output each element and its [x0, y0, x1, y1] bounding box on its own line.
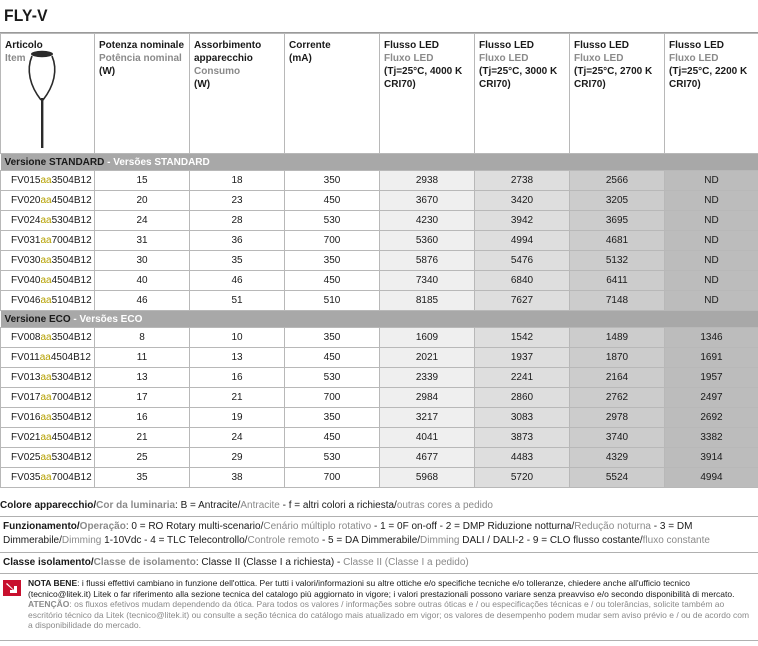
consumption-value: 21 [190, 388, 285, 408]
insulation-note-label: Classe isolamento/ [3, 557, 94, 568]
flux-2200k-value: ND [665, 191, 758, 211]
flux-3000k-value: 3420 [475, 191, 570, 211]
flux-4000k-value: 4041 [380, 428, 475, 448]
current-value: 530 [285, 368, 380, 388]
current-value: 450 [285, 191, 380, 211]
power-value: 25 [95, 448, 190, 468]
header-flusso-2700 [570, 34, 665, 154]
article-code-part: FV008 [11, 332, 41, 343]
power-value: 30 [95, 251, 190, 271]
flux-2200k-value: 1346 [665, 328, 758, 348]
power-value: 13 [95, 368, 190, 388]
article-code [1, 211, 95, 231]
flux-2200k-value: ND [665, 211, 758, 231]
group-header [1, 154, 758, 171]
flux-3000k-value: 4994 [475, 231, 570, 251]
article-code-part: 3504B12 [51, 175, 92, 186]
article-code-part: FV031 [11, 235, 41, 246]
warning-arrow-icon [3, 580, 21, 596]
article-code-color-placeholder: aa [40, 195, 52, 206]
article-code-part: FV030 [11, 255, 41, 266]
color-note [0, 499, 758, 513]
article-code-part: 5304B12 [51, 452, 92, 463]
article-code-color-placeholder: aa [40, 275, 52, 286]
consumption-value: 46 [190, 271, 285, 291]
header-flusso-label: Flusso LED [669, 40, 725, 51]
table-row [1, 428, 758, 448]
article-code-part: 3504B12 [51, 332, 92, 343]
disclaimer-text [28, 578, 753, 631]
article-code-color-placeholder: aa [40, 175, 52, 186]
header-articolo-label: Articolo [5, 40, 43, 51]
table-row [1, 191, 758, 211]
current-value: 700 [285, 388, 380, 408]
operation-note-t6: DALI / DALI-2 - 9 = CLO flusso costante/ [459, 535, 643, 546]
power-value: 46 [95, 291, 190, 311]
flux-2200k-value: 1957 [665, 368, 758, 388]
article-code-part: 3504B12 [51, 255, 92, 266]
operation-note-t1-pt: Cenário múltiplo rotativo [263, 521, 372, 532]
header-cond-4000: (Tj=25°C, 4000 K CRI70) [384, 66, 463, 90]
article-code [1, 251, 95, 271]
insulation-note-text-pt: Classe II (Classe I a pedido) [343, 557, 469, 568]
flux-2700k-value: 4329 [570, 448, 665, 468]
consumption-value: 36 [190, 231, 285, 251]
flux-2700k-value: 2566 [570, 171, 665, 191]
flux-4000k-value: 2339 [380, 368, 475, 388]
article-code [1, 171, 95, 191]
power-value: 24 [95, 211, 190, 231]
flux-3000k-value: 2860 [475, 388, 570, 408]
current-value: 700 [285, 231, 380, 251]
group-header-row [1, 154, 758, 171]
flux-3000k-value: 2241 [475, 368, 570, 388]
current-value: 700 [285, 468, 380, 488]
current-value: 510 [285, 291, 380, 311]
article-code-part: FV020 [11, 195, 41, 206]
table-row [1, 468, 758, 488]
article-code-color-placeholder: aa [40, 255, 52, 266]
header-flusso-3000 [475, 34, 570, 154]
flux-3000k-value: 3873 [475, 428, 570, 448]
consumption-value: 16 [190, 368, 285, 388]
consumption-value: 35 [190, 251, 285, 271]
article-code-color-placeholder: aa [40, 295, 52, 306]
flux-2700k-value: 5524 [570, 468, 665, 488]
divider [0, 552, 758, 553]
flux-2200k-value: ND [665, 251, 758, 271]
header-assorbimento-label: Assorbimento apparecchio [194, 40, 262, 64]
article-code [1, 231, 95, 251]
flux-2200k-value: 3382 [665, 428, 758, 448]
article-code-color-placeholder: aa [40, 432, 52, 443]
header-cond-2700: (Tj=25°C, 2700 K CRI70) [574, 66, 653, 90]
article-code-part: FV015 [11, 175, 41, 186]
flux-2700k-value: 4681 [570, 231, 665, 251]
insulation-note [0, 556, 758, 570]
header-fluxo-label: Fluxo LED [384, 53, 434, 64]
article-code-part: FV011 [11, 352, 40, 363]
flux-2700k-value: 3205 [570, 191, 665, 211]
flux-2200k-value: 3914 [665, 448, 758, 468]
header-corrente-label: Corrente [289, 40, 331, 51]
flux-3000k-value: 4483 [475, 448, 570, 468]
table-row [1, 348, 758, 368]
power-value: 11 [95, 348, 190, 368]
operation-note-t6-pt: fluxo constante [642, 535, 710, 546]
article-code [1, 448, 95, 468]
article-code-part: FV035 [11, 472, 41, 483]
article-code [1, 428, 95, 448]
power-value: 17 [95, 388, 190, 408]
current-value: 350 [285, 328, 380, 348]
article-code-part: 7004B12 [51, 472, 92, 483]
header-cond-3000: (Tj=25°C, 3000 K CRI70) [479, 66, 558, 90]
current-value: 530 [285, 448, 380, 468]
color-note-label-pt: Cor da luminaria [96, 500, 176, 511]
article-code-part: FV024 [11, 215, 41, 226]
flux-4000k-value: 8185 [380, 291, 475, 311]
luminaire-product-image [22, 50, 62, 150]
disclaimer-body-pt: : os fluxos efetivos mudam dependendo da ótica. Para todos os valores / informações sobre outras óticas e / ou especificações técnicas e / ou tolerâncias, solicite também ao escritório técnico da Litek (tecnico@litek.it) ou consulte a seção técnica do catálogo mais atualizado em vigor; os valores de desempenho podem mudar sem aviso prévio e / ou de acordo com a disponibilidade do mercado. [28, 599, 750, 630]
flux-4000k-value: 3670 [380, 191, 475, 211]
header-fluxo-label: Fluxo LED [669, 53, 719, 64]
flux-2200k-value: ND [665, 271, 758, 291]
operation-note-t1: : 0 = RO Rotary multi-scenario/ [125, 521, 264, 532]
consumption-value: 13 [190, 348, 285, 368]
flux-4000k-value: 7340 [380, 271, 475, 291]
article-code [1, 348, 95, 368]
flux-4000k-value: 1609 [380, 328, 475, 348]
article-code-color-placeholder: aa [40, 332, 52, 343]
article-code-color-placeholder: aa [40, 472, 52, 483]
article-code-color-placeholder: aa [40, 392, 52, 403]
insulation-note-text: : Classe II (Classe I a richiesta) - [195, 557, 344, 568]
header-item-label: Item [5, 53, 26, 64]
operation-note [0, 520, 755, 548]
article-code-part: 3504B12 [51, 412, 92, 423]
spec-table [0, 33, 758, 488]
flux-4000k-value: 5876 [380, 251, 475, 271]
consumption-value: 51 [190, 291, 285, 311]
header-potenza-label: Potenza nominale [99, 40, 185, 51]
consumption-value: 29 [190, 448, 285, 468]
header-assorbimento-unit: (W) [194, 79, 211, 90]
consumption-value: 18 [190, 171, 285, 191]
header-potenza [95, 34, 190, 154]
table-row [1, 271, 758, 291]
flux-4000k-value: 5968 [380, 468, 475, 488]
flux-4000k-value: 2938 [380, 171, 475, 191]
group-label: Versione ECO [4, 313, 71, 325]
table-row [1, 408, 758, 428]
table-row [1, 388, 758, 408]
article-code [1, 291, 95, 311]
article-code-color-placeholder: aa [40, 412, 52, 423]
header-corrente-unit: (mA) [289, 53, 312, 64]
disclaimer-body: : i flussi effettivi cambiano in funzione dell'ottica. Per tutti i valori/informazioni su altre ottiche e/o specifiche tecniche e/o tolleranze, chiedere anche all'ufficio tecnico (tecnico@litek.it) Litek o far riferimento alla sezione tecnica del catalogo più aggiornato in vigore; i valori prestazionali possono variare senza preavviso e/o secondo disponibilità di mercato. [28, 578, 735, 599]
article-code-part: 7004B12 [51, 392, 92, 403]
article-code-color-placeholder: aa [40, 372, 52, 383]
article-code-color-placeholder: aa [40, 215, 52, 226]
header-corrente [285, 34, 380, 154]
color-note-text-pt: Antracite [240, 500, 280, 511]
power-value: 35 [95, 468, 190, 488]
header-potencia-label: Potência nominal [99, 53, 182, 64]
flux-2700k-value: 2978 [570, 408, 665, 428]
flux-4000k-value: 5360 [380, 231, 475, 251]
operation-note-t5: - 5 = DA Dimmerabile/ [319, 535, 421, 546]
group-label-separator: - [104, 156, 114, 168]
consumption-value: 28 [190, 211, 285, 231]
flux-2700k-value: 3695 [570, 211, 665, 231]
article-code-part: FV013 [11, 372, 41, 383]
product-title: FLY-V [4, 6, 48, 25]
article-code-part: FV021 [11, 432, 41, 443]
flux-2700k-value: 2164 [570, 368, 665, 388]
flux-2200k-value: 4994 [665, 468, 758, 488]
group-header-row [1, 311, 758, 328]
divider [0, 640, 758, 641]
current-value: 530 [285, 211, 380, 231]
operation-note-t3-pt: Dimming [61, 535, 102, 546]
flux-3000k-value: 5720 [475, 468, 570, 488]
operation-note-label-pt: Operação [79, 521, 126, 532]
current-value: 350 [285, 171, 380, 191]
consumption-value: 38 [190, 468, 285, 488]
flux-4000k-value: 4230 [380, 211, 475, 231]
article-code [1, 408, 95, 428]
operation-note-t2: - 1 = 0F on-off - 2 = DMP Riduzione notturna/ [371, 521, 575, 532]
header-cond-2200: (Tj=25°C, 2200 K CRI70) [669, 66, 748, 90]
article-code [1, 191, 95, 211]
flux-2200k-value: 2692 [665, 408, 758, 428]
table-row [1, 328, 758, 348]
article-code [1, 328, 95, 348]
power-value: 15 [95, 171, 190, 191]
header-flusso-2200 [665, 34, 758, 154]
article-code-part: FV017 [11, 392, 41, 403]
flux-2200k-value: 1691 [665, 348, 758, 368]
table-row [1, 291, 758, 311]
table-row [1, 231, 758, 251]
article-code-part: FV040 [11, 275, 41, 286]
power-value: 21 [95, 428, 190, 448]
flux-3000k-value: 7627 [475, 291, 570, 311]
disclaimer-label: NOTA BENE [28, 578, 78, 588]
flux-2200k-value: ND [665, 231, 758, 251]
group-label-pt: Versões ECO [79, 313, 143, 325]
flux-2700k-value: 2762 [570, 388, 665, 408]
flux-2700k-value: 1489 [570, 328, 665, 348]
article-code [1, 468, 95, 488]
flux-2700k-value: 6411 [570, 271, 665, 291]
operation-note-label: Funzionamento/ [3, 521, 80, 532]
consumption-value: 23 [190, 191, 285, 211]
article-code-part: FV025 [11, 452, 41, 463]
flux-3000k-value: 1937 [475, 348, 570, 368]
operation-note-t4: 1-10Vdc - 4 = TLC Telecontrollo/ [104, 535, 248, 546]
operation-note-t5-pt: Dimming [420, 535, 460, 546]
flux-2200k-value: ND [665, 291, 758, 311]
power-value: 20 [95, 191, 190, 211]
article-code-color-placeholder: aa [40, 452, 52, 463]
operation-note-t2-pt: Redução noturna [574, 521, 651, 532]
power-value: 8 [95, 328, 190, 348]
color-note-text2-pt: outras cores a pedido [396, 500, 493, 511]
table-row [1, 211, 758, 231]
article-code-part: 5104B12 [51, 295, 92, 306]
header-assorbimento [190, 34, 285, 154]
header-fluxo-label: Fluxo LED [479, 53, 529, 64]
table-row [1, 368, 758, 388]
flux-3000k-value: 3942 [475, 211, 570, 231]
article-code-color-placeholder: aa [40, 235, 52, 246]
article-code-part: FV016 [11, 412, 41, 423]
header-fluxo-label: Fluxo LED [574, 53, 624, 64]
current-value: 450 [285, 348, 380, 368]
divider [0, 516, 758, 517]
consumption-value: 10 [190, 328, 285, 348]
flux-3000k-value: 3083 [475, 408, 570, 428]
disclaimer-label-pt: ATENÇÃO [28, 599, 70, 609]
table-row [1, 171, 758, 191]
article-code [1, 388, 95, 408]
table-row [1, 251, 758, 271]
flux-3000k-value: 1542 [475, 328, 570, 348]
power-value: 40 [95, 271, 190, 291]
article-code-color-placeholder: aa [39, 352, 51, 363]
header-consumo-label: Consumo [194, 66, 241, 77]
article-code-part: 7004B12 [51, 235, 92, 246]
group-label: Versione STANDARD [4, 156, 105, 168]
power-value: 31 [95, 231, 190, 251]
flux-2700k-value: 7148 [570, 291, 665, 311]
flux-4000k-value: 2984 [380, 388, 475, 408]
article-code-part: 4504B12 [51, 275, 92, 286]
table-row [1, 448, 758, 468]
flux-2200k-value: ND [665, 171, 758, 191]
insulation-note-label-pt: Classe de isolamento [93, 557, 196, 568]
flux-2200k-value: 2497 [665, 388, 758, 408]
flux-4000k-value: 2021 [380, 348, 475, 368]
current-value: 450 [285, 428, 380, 448]
article-code-part: 4504B12 [50, 352, 91, 363]
flux-3000k-value: 6840 [475, 271, 570, 291]
header-flusso-4000 [380, 34, 475, 154]
flux-3000k-value: 2738 [475, 171, 570, 191]
article-code-part: 4504B12 [51, 195, 92, 206]
current-value: 350 [285, 251, 380, 271]
color-note-text: : B = Antracite/ [175, 500, 241, 511]
article-code-part: 5304B12 [51, 372, 92, 383]
current-value: 350 [285, 408, 380, 428]
flux-3000k-value: 5476 [475, 251, 570, 271]
header-flusso-label: Flusso LED [384, 40, 440, 51]
divider [0, 573, 758, 574]
header-flusso-label: Flusso LED [479, 40, 535, 51]
operation-note-t4-pt: Controle remoto [247, 535, 320, 546]
flux-2700k-value: 1870 [570, 348, 665, 368]
flux-4000k-value: 4677 [380, 448, 475, 468]
color-note-text2: - f = altri colori a richiesta/ [279, 500, 397, 511]
current-value: 450 [285, 271, 380, 291]
flux-4000k-value: 3217 [380, 408, 475, 428]
table-header-row [1, 34, 758, 154]
article-code-part: 4504B12 [51, 432, 92, 443]
header-flusso-label: Flusso LED [574, 40, 630, 51]
operation-note-t3: - 3 = DM Dimmerabile/ [3, 521, 693, 546]
group-label-pt: Versões STANDARD [113, 156, 210, 168]
article-code-part: FV046 [11, 295, 41, 306]
flux-2700k-value: 5132 [570, 251, 665, 271]
group-header [1, 311, 758, 328]
flux-2700k-value: 3740 [570, 428, 665, 448]
color-note-label: Colore apparecchio/ [0, 500, 97, 511]
article-code [1, 368, 95, 388]
power-value: 16 [95, 408, 190, 428]
spec-table-body [1, 154, 758, 488]
group-label-separator: - [70, 313, 80, 325]
consumption-value: 19 [190, 408, 285, 428]
article-code [1, 271, 95, 291]
header-potenza-unit: (W) [99, 66, 116, 77]
consumption-value: 24 [190, 428, 285, 448]
article-code-part: 5304B12 [51, 215, 92, 226]
